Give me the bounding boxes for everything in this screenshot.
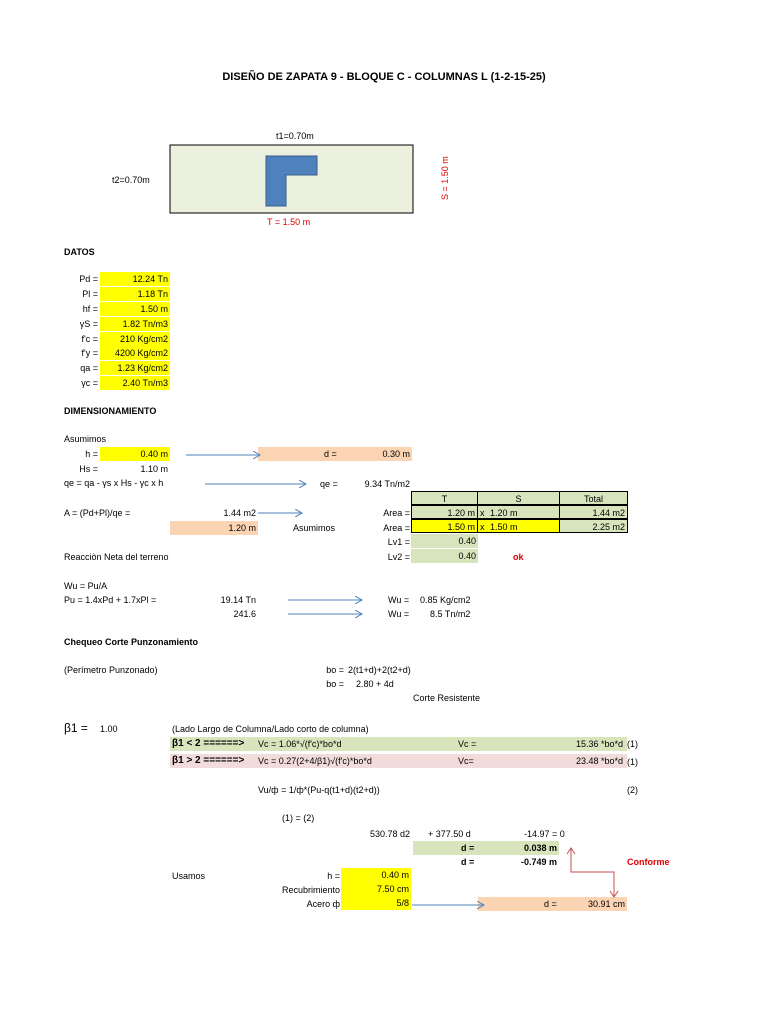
area-total2: 2.25 m2 [559, 519, 628, 533]
bo-value: 2.80 + 4d [356, 679, 394, 689]
datos-value: 1.50 m [100, 302, 170, 316]
lado-label: (Lado Largo de Columna/Lado corto de columna) [172, 724, 369, 734]
datos-value: 2.40 Tn/m3 [100, 376, 170, 390]
beta-label: β1 = [64, 721, 88, 735]
final-d-value: 30.91 cm [587, 899, 625, 909]
acero-value: 5/8 [341, 896, 411, 910]
area-T2: 1.50 m [411, 519, 478, 533]
datos-value: 1.18 Tn [100, 287, 170, 301]
table-header-total: Total [559, 491, 628, 505]
ok-label: ok [513, 552, 524, 562]
datos-label: Pl = [82, 289, 98, 299]
case2-label: β1 > 2 ======> [172, 755, 245, 766]
d2-label: d = [461, 857, 475, 867]
dim-heading: DIMENSIONAMIENTO [64, 406, 157, 416]
case1-label: β1 < 2 ======> [172, 738, 245, 749]
area-x1: x [480, 508, 485, 518]
pu-value: 19.14 Tn [220, 595, 256, 605]
wu-value-1: 0.85 Kg/cm2 [420, 595, 471, 605]
datos-label: qa = [80, 363, 98, 373]
vu-formula: Vu/ф = 1/ф*(Pu-q(t1+d)(t2+d)) [258, 785, 380, 795]
bo-label-1: bo = [326, 665, 344, 675]
case1-formula: Vc = 1.06*√(f'c)*bo*d [258, 739, 342, 749]
lv2-value: 0.40 [411, 549, 478, 563]
wu-value-2: 8.5 Tn/m2 [430, 609, 471, 619]
datos-value: 1.82 Tn/m3 [100, 317, 170, 331]
qe-label: qe = [320, 479, 338, 489]
vu-num: (2) [627, 785, 638, 795]
S-label: S = 1.50 m [440, 156, 450, 200]
wu-formula-1: Wu = Pu/A [64, 581, 108, 591]
bo-formula: 2(t1+d)+2(t2+d) [348, 665, 411, 675]
datos-label: f'c = [81, 334, 98, 344]
asumimos-label: Asumimos [64, 434, 107, 444]
datos-value: 4200 Kg/cm2 [100, 346, 170, 360]
beta-value: 1.00 [100, 724, 118, 734]
assumed-value: 1.20 m [170, 521, 258, 535]
case2-value: 23.48 *bo*d [575, 756, 623, 766]
rec-value: 7.50 cm [341, 882, 411, 896]
rec-label: Recubrimiento [281, 885, 340, 895]
datos-heading: DATOS [64, 247, 95, 257]
asumimos-label-2: Asumimos [293, 523, 336, 533]
datos-label: hf = [82, 304, 98, 314]
conforme-label: Conforme [627, 857, 670, 867]
area-S2: 1.50 m [490, 522, 518, 532]
bo-label-2: bo = [326, 679, 344, 689]
reaccion-label: Reacciòn Neta del terreno [64, 552, 169, 562]
h-value: 0.40 m [100, 447, 170, 461]
hs-value: 1.10 m [140, 464, 168, 474]
datos-value: 12.24 Tn [100, 272, 170, 286]
case2-num: (1) [627, 757, 638, 767]
hs-label: Hs = [79, 464, 98, 474]
t1-label: t1=0.70m [276, 131, 314, 141]
datos-label: γc = [81, 378, 98, 388]
acero-label: Acero ф [306, 899, 340, 909]
area-total1: 1.44 m2 [559, 505, 628, 519]
case1-vc: Vc = [458, 739, 477, 749]
lv1-value: 0.40 [411, 534, 478, 548]
eq-a: 530.78 d2 [369, 829, 410, 839]
qe-value: 9.34 Tn/m2 [364, 479, 410, 489]
area-x2: x [480, 522, 485, 532]
d1-value: 0.038 m [523, 843, 557, 853]
case2-vc: Vc= [458, 756, 474, 766]
area-S1: 1.20 m [490, 508, 518, 518]
d2-value: -0.749 m [520, 857, 557, 867]
a-formula: A = (Pd+Pl)/qe = [64, 508, 131, 518]
qe-formula: qe = qa - γs x Hs - γc x h [64, 478, 164, 488]
area-label-2: Area = [383, 523, 410, 533]
eq-c: -14.97 = 0 [524, 829, 565, 839]
t2-label: t2=0.70m [112, 175, 150, 185]
datos-value: 210 Kg/cm2 [100, 332, 170, 346]
usamos-h-label: h = [327, 871, 340, 881]
perimetro-label: (Perímetro Punzonado) [64, 665, 158, 675]
area-label-1: Area = [383, 508, 410, 518]
h-label: h = [85, 449, 98, 459]
d-value: 0.30 m [382, 449, 410, 459]
a-value: 1.44 m2 [223, 508, 256, 518]
conforme-connector [571, 849, 614, 897]
table-header-S: S [477, 491, 560, 505]
eq-b: + 377.50 d [428, 829, 471, 839]
wu-formula-2: Pu = 1.4xPd + 1.7xPl = [64, 595, 157, 605]
datos-value: 1.23 Kg/cm2 [100, 361, 170, 375]
corte-label: Corte Resistente [413, 693, 481, 703]
datos-label: f'y = [81, 348, 98, 358]
area-T1: 1.20 m [411, 505, 478, 519]
d-label: d = [324, 449, 337, 459]
table-header-T: T [411, 491, 478, 505]
T-label: T = 1.50 m [267, 217, 311, 227]
case1-num: (1) [627, 739, 638, 749]
final-d-label: d = [544, 899, 557, 909]
punz-heading: Chequeo Corte Punzonamiento [64, 637, 199, 647]
d1-label: d = [461, 843, 475, 853]
usamos-h-value: 0.40 m [341, 868, 411, 882]
eq12-label: (1) = (2) [282, 813, 315, 823]
wu-label-1: Wu = [388, 595, 410, 605]
case1-value: 15.36 *bo*d [575, 739, 623, 749]
usamos-label: Usamos [172, 871, 206, 881]
lv2-label: Lv2 = [387, 552, 410, 562]
datos-label: Pd = [79, 274, 98, 284]
case2-formula: Vc = 0.27(2+4/β1)√(f'c)*bo*d [258, 756, 372, 766]
pu-value-2: 241.6 [233, 609, 256, 619]
lv1-label: Lv1 = [387, 537, 410, 547]
wu-label-2: Wu = [388, 609, 410, 619]
datos-label: γS = [79, 319, 98, 329]
page-title: DISEÑO DE ZAPATA 9 - BLOQUE C - COLUMNAS L (1-2-15-25) [222, 71, 546, 83]
